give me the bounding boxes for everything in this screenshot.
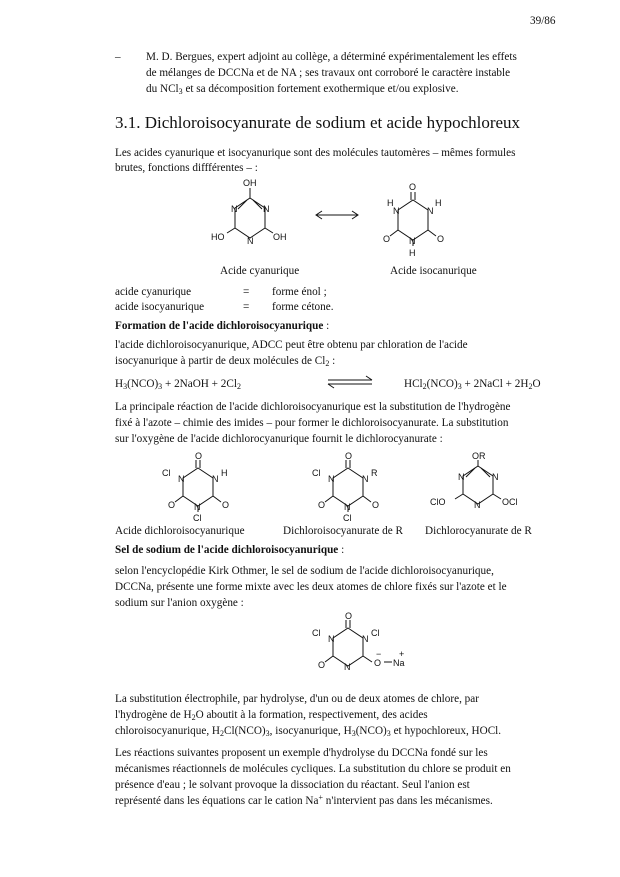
intro-line-2: brutes, fonctions diffférentes – : — [115, 162, 258, 174]
o-top-label: O — [409, 182, 417, 192]
o-left-label: O — [318, 500, 326, 510]
n2-label: N — [492, 472, 499, 482]
n1-label: N — [458, 472, 465, 482]
final-line-2: mécanismes réactionnels de molécules cycliques. La substitution du chlore se produit en — [115, 763, 511, 775]
isocyanuric-acid-structure — [365, 180, 465, 258]
n2-label: N — [212, 474, 219, 484]
equation-rhs: $HCl_2(NCO)_3$ + 2NaCl + $2H_2O$ — [404, 378, 541, 391]
page-number: 39/86 — [530, 15, 556, 27]
caption-isocyanuric-acid: Acide isocanurique — [390, 265, 477, 277]
n-left-label: N — [231, 204, 238, 214]
n-right-label: N — [263, 204, 270, 214]
reaction-line-3: sur l'oxygène de l'acide dichlorocyanurique fournit le dichlorocyanurate : — [115, 433, 443, 445]
form-row-1-eq: = — [243, 286, 250, 298]
equilibrium-arrow-icon — [312, 208, 362, 222]
final-line-4: représenté dans les équations car le cation Na+ n'intervient pas dans les mécanismes. — [115, 793, 493, 807]
h-left-label: H — [387, 198, 394, 208]
n3-label: N — [344, 502, 351, 512]
o-left-label: O — [318, 660, 326, 670]
or-label: OR — [472, 451, 486, 461]
section-title: 3.1. Dichloroisocyanurate de sodium et acide hypochloreux — [115, 113, 521, 132]
n1-label: N — [178, 474, 185, 484]
caption-dichlorocyanurate-r: Dichlorocyanurate de R — [425, 525, 532, 537]
dichlorocyanurate-r-structure — [430, 450, 530, 510]
cl-bottom-label: Cl — [193, 513, 202, 522]
substitution-line-2: l'hydrogène de $H_2O$ aboutit à la formation, respectivement, des acides — [115, 709, 428, 722]
n-bottom-label: N — [409, 236, 416, 246]
intro-line-1: Les acides cyanurique et isocyanurique sont des molécules tautomères – mêmes formules — [115, 147, 516, 159]
bullet-marker: – — [115, 51, 121, 63]
cl-label: Cl — [162, 468, 171, 478]
dichloroisocyanurate-r-structure — [300, 450, 400, 522]
o-left-label: O — [168, 500, 176, 510]
plus-charge-label: + — [399, 649, 405, 659]
h-bottom-label: H — [409, 248, 416, 258]
final-line-1: Les réactions suivantes proposent un exemple d'hydrolyse du DCCNa fondé sur les — [115, 747, 488, 759]
n2-label: N — [362, 474, 369, 484]
n1-label: N — [328, 634, 335, 644]
ocl-label: OCl — [502, 497, 518, 507]
r-label: R — [371, 468, 378, 478]
n2-label: N — [362, 634, 369, 644]
sodium-line-3: sodium sur l'anion oxygène : — [115, 597, 244, 609]
o-top-label: O — [345, 451, 353, 461]
sodium-line-1: selon l'encyclopédie Kirk Othmer, le sel de sodium de l'acide dichloroisocyanurique, — [115, 565, 494, 577]
formation-line-1: l'acide dichloroisocyanurique, ADCC peut être obtenu par chloration de l'acide — [115, 339, 468, 351]
reaction-line-2: fixé à l'azote – chimie des imides – pour former le dichloroisocyanurate. La substitution — [115, 417, 509, 429]
na-label: Na — [393, 658, 405, 668]
o-right-label: O — [222, 500, 230, 510]
cl-label: Cl — [312, 468, 321, 478]
o-top-label: O — [195, 451, 203, 461]
substitution-line-3: chloroisocyanurique, $H_2Cl(NCO)_3$, isocyanurique, $H_3(NCO)_3$ et hypochloreux, HOCl. — [115, 725, 502, 738]
h-right-label: H — [435, 198, 442, 208]
dccna-structure — [300, 610, 410, 674]
h-label: H — [221, 468, 228, 478]
form-row-2-value: forme cétone. — [272, 301, 334, 313]
n1-label: N — [328, 474, 335, 484]
cyanuric-acid-structure — [205, 178, 295, 248]
sodium-heading: Sel de sodium de l'acide dichloroisocyanurique : — [115, 544, 345, 556]
equation-lhs: $H_3(NCO)_3$ + 2NaOH + $2Cl_2$ — [115, 378, 241, 391]
oh-top-label: OH — [243, 178, 257, 188]
formation-heading: Formation de l'acide dichloroisocyanurique : — [115, 320, 330, 332]
form-row-2-name: acide isocyanurique — [115, 301, 205, 313]
formation-line-2: isocyanurique à partir de deux molécules de $Cl_2$ : — [115, 355, 336, 368]
sodium-line-2: DCCNa, présente une forme mixte avec les deux atomes de chlore fixés sur l'azote et le — [115, 581, 507, 593]
caption-dichloroisocyanuric-acid: Acide dichloroisocyanurique — [115, 525, 245, 537]
cl-bottom-label: Cl — [343, 513, 352, 522]
n3-label: N — [194, 502, 201, 512]
cl-right-label: Cl — [371, 628, 380, 638]
cl-left-label: Cl — [312, 628, 321, 638]
n-bottom-label: N — [247, 236, 254, 246]
clo-label: ClO — [430, 497, 446, 507]
o-right-label: O — [372, 500, 380, 510]
substitution-line-1: La substitution électrophile, par hydrolyse, d'un ou de deux atomes de chlore, par — [115, 693, 479, 705]
o-right-label: O — [374, 658, 382, 668]
minus-charge-label: − — [376, 649, 382, 659]
form-row-1-value: forme énol ; — [272, 286, 327, 298]
ho-label: HO — [211, 232, 225, 242]
bullet-line-2: de mélanges de DCCNa et de NA ; ses travaux ont corroboré le caractère instable — [146, 67, 511, 79]
form-row-1-name: acide cyanurique — [115, 286, 192, 298]
caption-dichloroisocyanurate-r: Dichloroisocyanurate de R — [283, 525, 403, 537]
n3-label: N — [474, 500, 481, 510]
final-line-3: présence d'eau ; le solvant provoque la dissociation du réactant. Seul l'anion est — [115, 779, 470, 791]
caption-cyanuric-acid: Acide cyanurique — [220, 265, 300, 277]
n3-label: N — [344, 662, 351, 672]
bullet-line-1: M. D. Bergues, expert adjoint au collège, a déterminé expérimentalement les effets — [146, 51, 517, 63]
bullet-line-3: du NCl$_3$ et sa décomposition fortement exothermique et/ou explosive. — [146, 83, 459, 96]
equilibrium-double-arrow-icon — [326, 375, 374, 389]
o-top-label: O — [345, 611, 353, 621]
n-left-label: N — [393, 206, 400, 216]
o-right-label: O — [437, 234, 445, 244]
oh-right-label: OH — [273, 232, 287, 242]
dichloroisocyanuric-acid-structure — [150, 450, 250, 522]
form-row-2-eq: = — [243, 301, 250, 313]
n-right-label: N — [427, 206, 434, 216]
reaction-line-1: La principale réaction de l'acide dichloroisocyanurique est la substitution de l'hydrogène — [115, 401, 511, 413]
o-left-label: O — [383, 234, 391, 244]
